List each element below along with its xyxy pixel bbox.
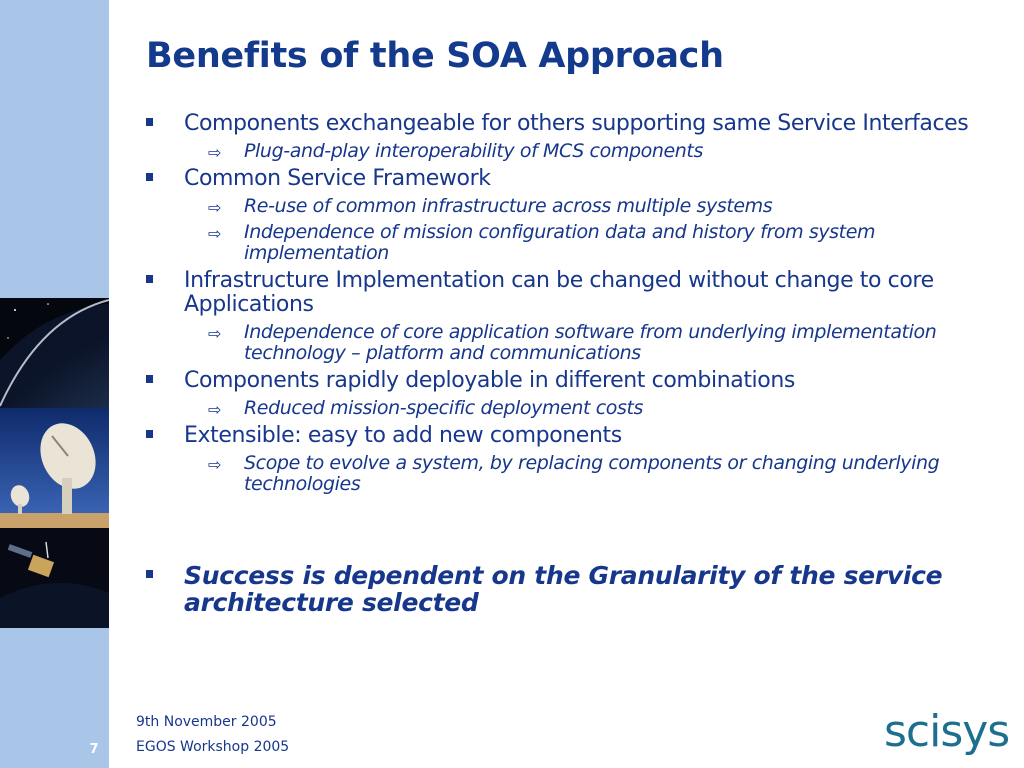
- slide-number: 7: [89, 742, 99, 757]
- bullet-text: Infrastructure Implementation can be changed without change to core Applications: [184, 268, 934, 317]
- square-bullet-icon: [146, 375, 153, 383]
- earth-horizon-image: [0, 298, 109, 408]
- bullet-text: Components rapidly deployable in different combinations: [184, 368, 795, 393]
- hollow-arrow-icon: ⇨: [208, 324, 222, 343]
- square-bullet-icon: [146, 570, 153, 578]
- square-bullet-icon: [146, 173, 153, 181]
- bullet-item: [140, 369, 1002, 393]
- bullet-item: [140, 167, 1002, 191]
- left-sidebar: [0, 0, 109, 768]
- sub-bullet-item: [140, 141, 1002, 162]
- sub-bullet-text: Reduced mission-specific deployment costs: [244, 397, 644, 419]
- sub-bullet-text: Plug-and-play interoperability of MCS components: [244, 140, 703, 162]
- slide-title: Benefits of the SOA Approach: [146, 36, 724, 76]
- bullet-text: Common Service Framework: [184, 166, 491, 191]
- sub-bullet-item: [140, 453, 1002, 495]
- hollow-arrow-icon: ⇨: [208, 455, 222, 474]
- sub-bullet-item: [140, 222, 1002, 264]
- bullet-text: Components exchangeable for others supporting same Service Interfaces: [184, 111, 969, 136]
- bullet-item: [140, 269, 1002, 317]
- bullet-text: Extensible: easy to add new components: [184, 423, 622, 448]
- bullet-item: [140, 112, 1002, 136]
- sub-bullet-text: Independence of mission configuration data and history from system implementation: [244, 221, 876, 264]
- hollow-arrow-icon: ⇨: [208, 400, 222, 419]
- conclusion-item: [140, 562, 1002, 616]
- square-bullet-icon: [146, 430, 153, 438]
- sub-bullet-text: Scope to evolve a system, by replacing components or changing underlying technologies: [244, 452, 940, 495]
- bullet-list: [140, 112, 1002, 620]
- conclusion-text: Success is dependent on the Granularity of the service architecture selected: [184, 561, 943, 617]
- footer-event: EGOS Workshop 2005: [136, 739, 290, 755]
- hollow-arrow-icon: ⇨: [208, 224, 222, 243]
- satellite-image: [0, 528, 109, 628]
- satellite-dish-image: [0, 408, 109, 528]
- square-bullet-icon: [146, 275, 153, 283]
- square-bullet-icon: [146, 118, 153, 126]
- sub-bullet-text: Independence of core application software from underlying implementation technology – platform and communications: [244, 321, 937, 364]
- sub-bullet-text: Re-use of common infrastructure across multiple systems: [244, 195, 773, 217]
- scisys-logo: scisys: [884, 706, 1010, 757]
- bullet-item: [140, 424, 1002, 448]
- sub-bullet-item: [140, 196, 1002, 217]
- sub-bullet-item: [140, 398, 1002, 419]
- spacer: [140, 500, 1002, 562]
- sub-bullet-item: [140, 322, 1002, 364]
- hollow-arrow-icon: ⇨: [208, 143, 222, 162]
- footer-date: 9th November 2005: [136, 714, 277, 730]
- hollow-arrow-icon: ⇨: [208, 198, 222, 217]
